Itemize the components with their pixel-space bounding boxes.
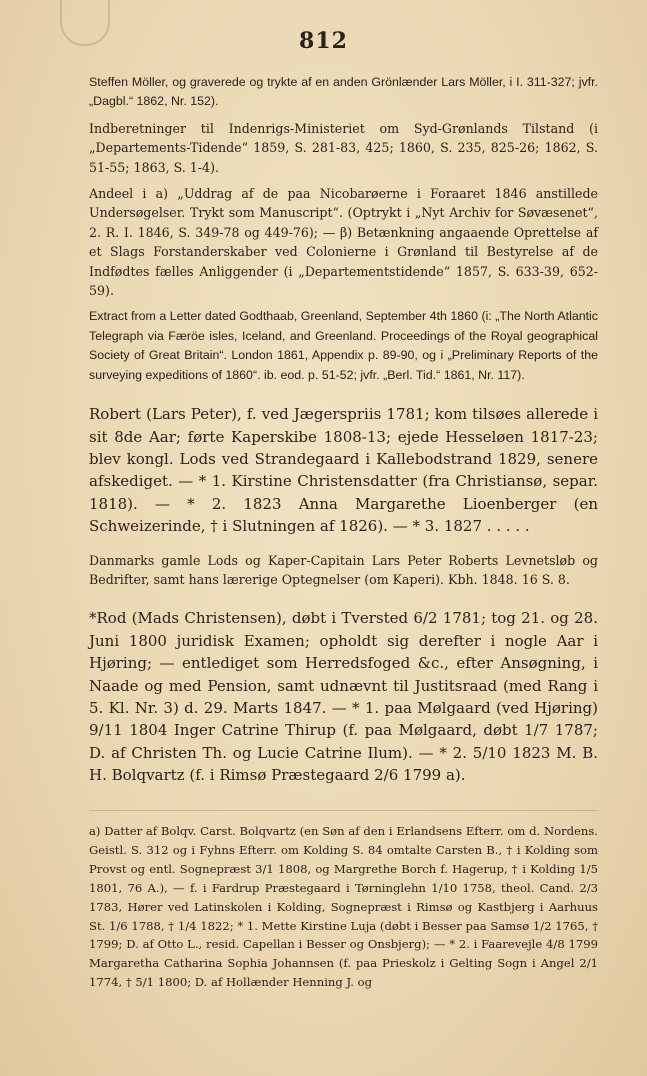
entry-paragraph-1: Steffen Möller, og graverede og trykte af en anden Grönlænder Lars Möller, i I. 311-327; jvfr. „Dagbl.“ 1862, Nr. 152). — [89, 75, 598, 109]
entry-paragraph-2: Indberetninger til Indenrigs-Ministeriet om Syd-Grønlands Tilstand (i „Departements-Tidende“ 1859, S. 281-83, 425; 1860, S. 235, 825-26; 1862, S. 51-55; 1863, S. 1-4). — [89, 120, 598, 175]
footnote-divider — [89, 810, 598, 811]
footnotes — [89, 822, 598, 992]
entry-rod: *Rod (Mads Christensen), døbt i Tversted 6/2 1781; tog 21. og 28. Juni 1800 juridisk Examen; opholdt sig derefter i nogle Aar i Hjøring; — entlediget som Herredsfoged &c., efter Ansøgning, i Naade og med Pension, samt udnævnt til Justitsraad (med Rang i 5. Kl. Nr. 3) d. 29. Marts 1847. — * 1. paa Mølgaard (ved Hjøring) 9/11 1804 Inger Catrine Thirup (f. paa Mølgaard, døbt 1/7 1787; D. af Christen Th. og Lucie Catrine Ilum). — * 2. 5/10 1823 M. B. H. Bolqvartz (f. i Rimsø Præstegaard 2/6 1799 a). — [89, 609, 598, 785]
main-text — [89, 73, 598, 787]
page-number: 812 — [299, 28, 348, 54]
entry-robert: Robert (Lars Peter), f. ved Jægerspriis 1781; kom tilsøes allerede i sit 8de Aar; førte Kaperskibe 1808-13; ejede Hesseløen 1817-23; blev kongl. Lods ved Strandegaard i Kallebodstrand 1829, senere afskediget. — * 1. Kirstine Christensdatter (fra Christiansø, separ. 1818). — * 2. 1823 Anna Margarethe Lioenberger (en Schweizerinde, † i Slutningen af 1826). — * 3. 1827 . . . . . — [89, 405, 598, 536]
entry-paragraph-3: Andeel i a) „Uddrag af de paa Nicobarøerne i Foraaret 1846 anstillede Undersøgelser. Trykt som Manuscript“. (Optrykt i „Nyt Archiv for Søvæsenet“, 2. R. I. 1846, S. 349-78 og 449-76); — β) Betænkning angaaende Oprettelse af et Slags Forstanderskaber ved Colonierne i Grønland til Bestyrelse af de Indfødtes fælles Anliggender (i „Departementstidende“ 1857, S. 633-39, 652-59). — [89, 186, 598, 299]
footnote-a: a) Datter af Bolqv. Carst. Bolqvartz (en Søn af den i Erlandsens Efterr. om d. Nordens. Geistl. S. 312 og i Fyhns Efterr. om Kolding S. 84 omtalte Carsten B., † i Kolding som Provst og entl. Sognepræst 3/1 1808, og Margrethe Borch f. Hagerup, † i Kolding 1/5 1801, 76 A.), — f. i Fardrup Præstegaard i Tørninglehn 1/10 1758, theol. Cand. 2/3 1783, Hører ved Latinskolen i Kolding, Sognepræst i Rimsø og Kastbjerg i Aarhuus St. 1/6 1788, † 1/4 1822; * 1. Mette Kirstine Luja (døbt i Besser paa Samsø 1/2 1765, † 1799; D. af Otto L., resid. Capellan i Besser og Onsbjerg); — * 2. i Faarevejle 4/8 1799 Margaretha Catharina Sophia Johannsen (f. paa Prieskolz i Gelting Sogn i Angel 2/1 1774, † 5/1 1800; D. af Hollænder Henning J. og — [89, 824, 598, 990]
entry-paragraph-4: Extract from a Letter dated Godthaab, Greenland, September 4th 1860 (i: „The North Atlantic Telegraph via Færöe isles, Iceland, and Greenland. Proceedings of the Royal geographical Society of Great Britain“. London 1861, Appendix p. 89-90, og i „Preliminary Reports of the surveying expeditions of 1860“. ib. eod. p. 51-52; jvfr. „Berl. Tid.“ 1861, Nr. 117). — [89, 309, 598, 382]
entry-robert-publication: Danmarks gamle Lods og Kaper-Capitain Lars Peter Roberts Levnetsløb og Bedrifter, samt hans lærerige Optegnelser (om Kaperi). Kbh. 1848. 16 S. 8. — [89, 552, 598, 587]
